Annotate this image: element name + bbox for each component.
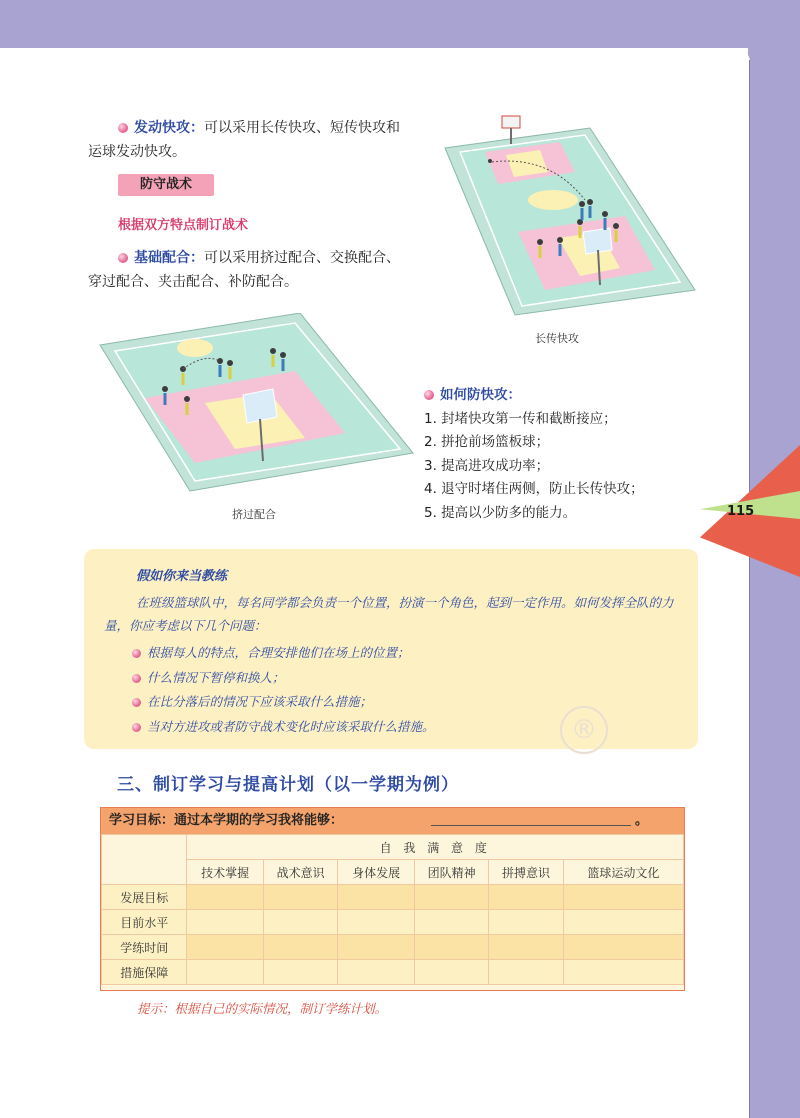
input-cell[interactable] — [489, 935, 563, 960]
fast-break-line1 — [118, 116, 400, 140]
input-cell[interactable] — [263, 960, 337, 985]
input-cell[interactable] — [338, 935, 414, 960]
input-cell[interactable] — [338, 910, 414, 935]
coach-question-text: 什么情况下暂停和换人； — [147, 669, 285, 685]
bullet-icon — [132, 698, 141, 707]
input-cell[interactable] — [414, 885, 488, 910]
coach-question — [132, 666, 435, 691]
input-cell[interactable] — [489, 960, 563, 985]
bullet-icon — [424, 390, 434, 400]
defense-tactics-header: 防守战术 — [118, 174, 214, 196]
row-header: 措施保障 — [102, 960, 187, 985]
coach-question-text: 在比分落后的情况下应该采取什么措施； — [147, 694, 373, 709]
defend-fast-break-list — [424, 384, 644, 525]
bullet-icon — [118, 253, 128, 263]
registered-watermark-icon: ® — [560, 706, 608, 754]
input-cell[interactable] — [187, 885, 263, 910]
coach-box — [84, 549, 698, 749]
tactic-subheading: 根据双方特点制订战术 — [118, 218, 249, 233]
goal-end-mark: 。 — [635, 813, 649, 828]
long-pass-court-illustration — [440, 110, 700, 325]
defend-item: 4. 退守时堵住两侧，防止长传快攻； — [424, 481, 644, 497]
study-plan-table — [100, 807, 685, 991]
table-row — [102, 910, 684, 935]
coach-question — [132, 715, 435, 740]
input-cell[interactable] — [489, 885, 563, 910]
column-header: 拼搏意识 — [489, 860, 563, 885]
coach-question-text: 当对方进攻或者防守战术变化时应该采取什么措施。 — [147, 718, 435, 734]
input-cell[interactable] — [563, 935, 683, 960]
defend-item: 5. 提高以少防多的能力。 — [424, 504, 577, 521]
goal-row — [101, 808, 684, 834]
corner-cell — [102, 835, 187, 885]
row-header: 目前水平 — [102, 910, 187, 935]
row-header: 学练时间 — [102, 935, 187, 960]
coach-paragraph: 在班级篮球队中，每名同学都会负责一个位置，扮演一个角色，起到一定作用。如何发挥全队的力量，你应考虑以下几个问题： — [104, 595, 674, 633]
coach-question-text: 根据每人的特点，合理安排他们在场上的位置； — [147, 645, 410, 660]
goal-label: 学习目标：通过本学期的学习我将能够： — [109, 813, 344, 828]
hint-text: 提示：根据自己的实际情况，制订学练计划。 — [137, 1001, 388, 1016]
fast-break-text2: 运球发动快攻。 — [88, 144, 186, 160]
input-cell[interactable] — [563, 960, 683, 985]
basic-coop-text2: 穿过配合、夹击配合、补防配合。 — [88, 274, 298, 290]
table-row — [102, 960, 684, 985]
input-cell[interactable] — [263, 935, 337, 960]
fast-break-text1: 可以采用长传快攻、短传快攻和 — [204, 120, 400, 136]
input-cell[interactable] — [414, 960, 488, 985]
coach-title: 假如你来当教练 — [136, 569, 228, 584]
input-cell[interactable] — [489, 910, 563, 935]
table-row — [102, 885, 684, 910]
input-cell[interactable] — [263, 910, 337, 935]
input-cell[interactable] — [187, 910, 263, 935]
page-edge-line — [749, 60, 750, 1118]
row-header: 发展目标 — [102, 885, 187, 910]
bullet-icon — [118, 123, 128, 133]
coach-question-list — [132, 641, 435, 739]
column-header: 身体发展 — [338, 860, 414, 885]
input-cell[interactable] — [563, 885, 683, 910]
input-cell[interactable] — [338, 960, 414, 985]
top-color-band — [0, 0, 800, 48]
defend-item: 3. 提高进攻成功率； — [424, 457, 550, 474]
long-pass-caption: 长传快攻 — [535, 332, 579, 345]
input-cell[interactable] — [338, 885, 414, 910]
defend-item: 1. 封堵快攻第一传和截断接应； — [424, 410, 617, 427]
coach-question — [132, 690, 435, 715]
basic-coop-label: 基础配合： — [134, 250, 204, 266]
defend-item: 2. 拼抢前场篮板球； — [424, 434, 550, 450]
column-header: 技术掌握 — [187, 860, 263, 885]
bullet-icon — [132, 674, 141, 683]
column-header: 战术意识 — [263, 860, 337, 885]
defend-heading: 如何防快攻： — [440, 387, 521, 403]
bullet-icon — [132, 723, 141, 732]
squeeze-court-illustration — [95, 313, 415, 493]
column-header: 篮球运动文化 — [563, 860, 683, 885]
input-cell[interactable] — [563, 910, 683, 935]
column-header: 团队精神 — [414, 860, 488, 885]
page-number: 115 — [727, 504, 755, 519]
section-title: 三、制订学习与提高计划（以一学期为例） — [117, 775, 459, 795]
fast-break-label: 发动快攻： — [134, 120, 204, 136]
basic-coop-line1 — [118, 246, 400, 270]
group-header: 自 我 满 意 度 — [187, 835, 684, 860]
squeeze-caption: 挤过配合 — [232, 508, 276, 521]
coach-question — [132, 641, 435, 666]
table-row — [102, 935, 684, 960]
input-cell[interactable] — [263, 885, 337, 910]
input-cell[interactable] — [187, 960, 263, 985]
satisfaction-grid — [101, 834, 684, 985]
goal-blank-line — [431, 825, 631, 826]
input-cell[interactable] — [414, 935, 488, 960]
bullet-icon — [132, 649, 141, 658]
input-cell[interactable] — [187, 935, 263, 960]
basic-coop-text1: 可以采用挤过配合、交换配合、 — [204, 250, 400, 266]
input-cell[interactable] — [414, 910, 488, 935]
